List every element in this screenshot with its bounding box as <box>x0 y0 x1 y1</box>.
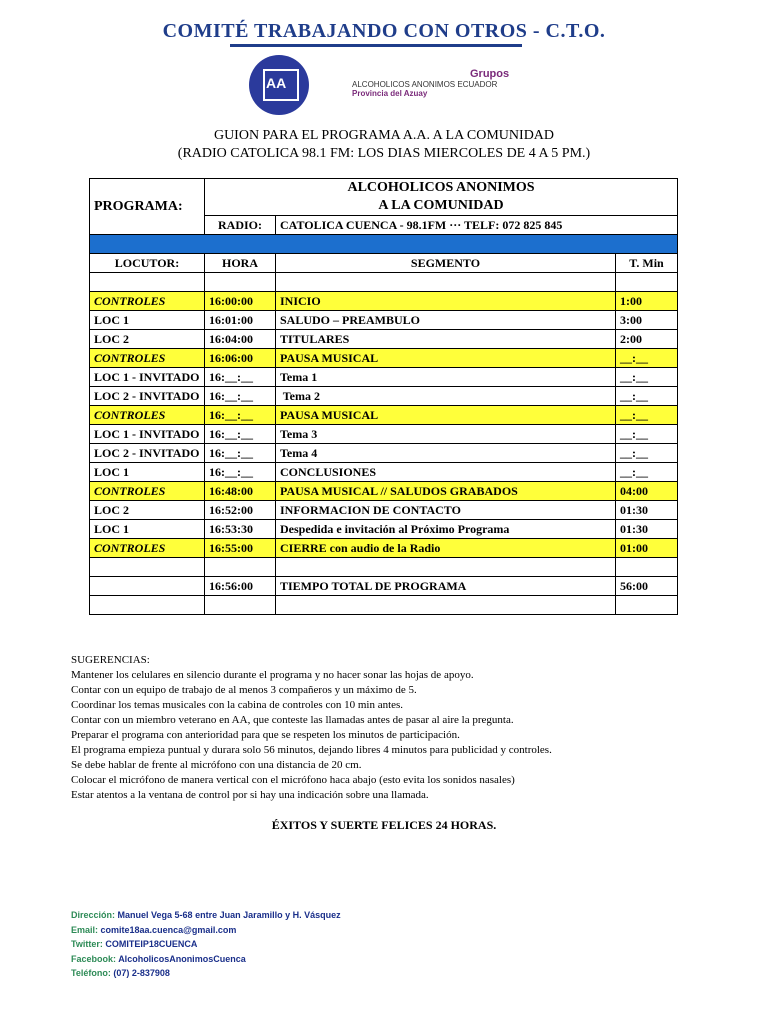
cell-tmin: 1:00 <box>616 292 678 311</box>
cell-locutor: LOC 1 <box>90 463 205 482</box>
logo-provincia: Provincia del Azuay <box>352 89 428 98</box>
cell-hora: 16:00:00 <box>205 292 276 311</box>
table-row <box>90 482 678 501</box>
logo-org: ALCOHOLICOS ANONIMOS ECUADOR <box>352 80 498 89</box>
cell-tmin: 01:00 <box>616 539 678 558</box>
cell-hora: 16:06:00 <box>205 349 276 368</box>
total-label: TIEMPO TOTAL DE PROGRAMA <box>276 577 616 596</box>
cell-tmin: __:__ <box>616 349 678 368</box>
cell-hora: 16:53:30 <box>205 520 276 539</box>
cell-tmin: __:__ <box>616 387 678 406</box>
cell-tmin: __:__ <box>616 444 678 463</box>
title-underline <box>230 44 522 47</box>
cell-tmin: __:__ <box>616 406 678 425</box>
cell-segmento: Tema 3 <box>276 425 616 444</box>
footer-twitter-value: COMITEIP18CUENCA <box>105 939 198 949</box>
cell-hora: 16:__:__ <box>205 425 276 444</box>
sugerencia-item: Contar con un miembro veterano en AA, que conteste las llamadas antes de pasar al aire la pregunta. <box>71 714 514 726</box>
sugerencias-section <box>71 653 552 803</box>
cell-hora: 16:04:00 <box>205 330 276 349</box>
cell-hora: 16:48:00 <box>205 482 276 501</box>
col-header-locutor: LOCUTOR: <box>90 254 205 273</box>
table-row <box>90 349 678 368</box>
table-row <box>90 463 678 482</box>
radio-value: CATOLICA CUENCA - 98.1FM ··· TELF: 072 825 845 <box>276 216 678 235</box>
schedule-table <box>89 178 678 615</box>
sugerencia-item: Se debe hablar de frente al micrófono con una distancia de 20 cm. <box>71 759 362 771</box>
sugerencia-item: Contar con un equipo de trabajo de al menos 3 compañeros y un máximo de 5. <box>71 684 417 696</box>
radio-label: RADIO: <box>205 216 276 235</box>
cell-hora: 16:__:__ <box>205 368 276 387</box>
table-row <box>90 368 678 387</box>
cell-hora: 16:__:__ <box>205 463 276 482</box>
sugerencias-title: SUGERENCIAS: <box>71 654 150 666</box>
footer-email-value[interactable]: comite18aa.cuenca@gmail.com <box>100 924 237 935</box>
program-name-line2: A LA COMUNIDAD <box>378 198 504 213</box>
footer-telefono-value: (07) 2-837908 <box>113 968 170 978</box>
logo-grupos: Grupos <box>470 68 510 80</box>
total-row <box>90 577 678 596</box>
empty-row <box>90 273 678 292</box>
footer-direccion <box>71 908 341 923</box>
footer-direccion-value: Manuel Vega 5-68 entre Juan Jaramillo y H. Vásquez <box>117 910 341 920</box>
table-row <box>90 444 678 463</box>
footer-email-label: Email: <box>71 924 99 935</box>
footer-facebook <box>71 952 341 967</box>
col-header-hora: HORA <box>205 254 276 273</box>
footer-telefono-label: Teléfono: <box>71 968 111 978</box>
col-header-tmin: T. Min <box>616 254 678 273</box>
subtitle-1: GUION PARA EL PROGRAMA A.A. A LA COMUNIDAD <box>213 128 555 143</box>
cell-tmin: 2:00 <box>616 330 678 349</box>
blue-separator-row <box>90 235 678 254</box>
cell-segmento: Despedida e invitación al Próximo Programa <box>276 520 616 539</box>
page-title: COMITÉ TRABAJANDO CON OTROS - C.T.O. <box>162 20 606 42</box>
cell-segmento: Tema 2 <box>276 387 616 406</box>
sugerencia-item: Colocar el micrófono de manera vertical con el micrófono haca abajo (esto evita los sonidos nasales) <box>71 774 515 786</box>
program-row <box>90 179 678 216</box>
footer-telefono <box>71 966 341 981</box>
cell-locutor: LOC 1 <box>90 520 205 539</box>
program-name <box>205 179 678 216</box>
cell-tmin: 01:30 <box>616 501 678 520</box>
subtitle-2: (RADIO CATOLICA 98.1 FM: LOS DIAS MIERCOLES DE 4 A 5 PM.) <box>177 146 591 161</box>
sugerencia-item: Coordinar los temas musicales con la cabina de controles con 10 min antes. <box>71 699 404 711</box>
cell-tmin: 3:00 <box>616 311 678 330</box>
sugerencia-item: Preparar el programa con anterioridad para que se respeten los minutos de participación. <box>71 729 460 741</box>
footer-twitter-label: Twitter: <box>71 939 103 949</box>
col-header-segmento: SEGMENTO <box>276 254 616 273</box>
sugerencia-item: Mantener los celulares en silencio durante el programa y no hacer sonar las hojas de apoyo. <box>71 669 474 681</box>
cell-locutor: LOC 1 <box>90 311 205 330</box>
cell-locutor: CONTROLES <box>90 406 205 425</box>
cell-locutor: LOC 1 - INVITADO <box>90 368 205 387</box>
cell-hora: 16:__:__ <box>205 444 276 463</box>
table-row <box>90 330 678 349</box>
cell-segmento: PAUSA MUSICAL // SALUDOS GRABADOS <box>276 482 616 501</box>
cell-segmento: INICIO <box>276 292 616 311</box>
header-row <box>90 254 678 273</box>
cell-segmento: TITULARES <box>276 330 616 349</box>
cell-locutor: LOC 2 <box>90 501 205 520</box>
cell-hora: 16:55:00 <box>205 539 276 558</box>
cell-segmento: PAUSA MUSICAL <box>276 406 616 425</box>
cell-locutor: CONTROLES <box>90 539 205 558</box>
cell-tmin: __:__ <box>616 425 678 444</box>
footer-direccion-label: Dirección: <box>71 910 116 920</box>
footer-facebook-label: Facebook: <box>71 953 117 964</box>
table-row <box>90 425 678 444</box>
cell-tmin: 04:00 <box>616 482 678 501</box>
cell-tmin: __:__ <box>616 368 678 387</box>
cell-hora: 16:__:__ <box>205 406 276 425</box>
sugerencia-item: Estar atentos a la ventana de control por si hay una indicación sobre una llamada. <box>71 789 429 801</box>
table-row <box>90 501 678 520</box>
cell-locutor: LOC 2 <box>90 330 205 349</box>
cell-segmento: Tema 4 <box>276 444 616 463</box>
total-tmin: 56:00 <box>616 577 678 596</box>
table-row <box>90 520 678 539</box>
table-row <box>90 406 678 425</box>
cell-hora: 16:52:00 <box>205 501 276 520</box>
footer-email <box>71 923 341 938</box>
cell-locutor: CONTROLES <box>90 482 205 501</box>
cell-hora: 16:__:__ <box>205 387 276 406</box>
cell-tmin: 01:30 <box>616 520 678 539</box>
table-row <box>90 311 678 330</box>
cell-locutor: CONTROLES <box>90 349 205 368</box>
cell-locutor: LOC 2 - INVITADO <box>90 444 205 463</box>
empty-row <box>90 596 678 615</box>
cell-locutor: LOC 1 - INVITADO <box>90 425 205 444</box>
table-row <box>90 387 678 406</box>
sugerencia-item: El programa empieza puntual y durara solo 56 minutos, dejando libres 4 minutos para publicidad y controles. <box>71 744 552 756</box>
cell-segmento: PAUSA MUSICAL <box>276 349 616 368</box>
cell-locutor: CONTROLES <box>90 292 205 311</box>
cell-segmento: SALUDO – PREAMBULO <box>276 311 616 330</box>
program-name-line1: ALCOHOLICOS ANONIMOS <box>347 180 535 195</box>
cell-segmento: INFORMACION DE CONTACTO <box>276 501 616 520</box>
footer-facebook-value: AlcoholicosAnonimosCuenca <box>118 953 246 964</box>
table-row <box>90 539 678 558</box>
aa-logo-icon <box>249 55 309 115</box>
cell-tmin: __:__ <box>616 463 678 482</box>
cell-segmento: CIERRE con audio de la Radio <box>276 539 616 558</box>
cell-hora: 16:01:00 <box>205 311 276 330</box>
total-hora: 16:56:00 <box>205 577 276 596</box>
cell-locutor: LOC 2 - INVITADO <box>90 387 205 406</box>
cell-segmento: CONCLUSIONES <box>276 463 616 482</box>
program-label: PROGRAMA: <box>90 179 205 235</box>
table-row <box>90 292 678 311</box>
closing-message: ÉXITOS Y SUERTE FELICES 24 HORAS. <box>271 818 497 832</box>
logo-text: AA <box>266 75 287 91</box>
contact-footer <box>71 908 341 981</box>
cell-segmento: Tema 1 <box>276 368 616 387</box>
empty-row <box>90 558 678 577</box>
footer-twitter <box>71 937 341 952</box>
